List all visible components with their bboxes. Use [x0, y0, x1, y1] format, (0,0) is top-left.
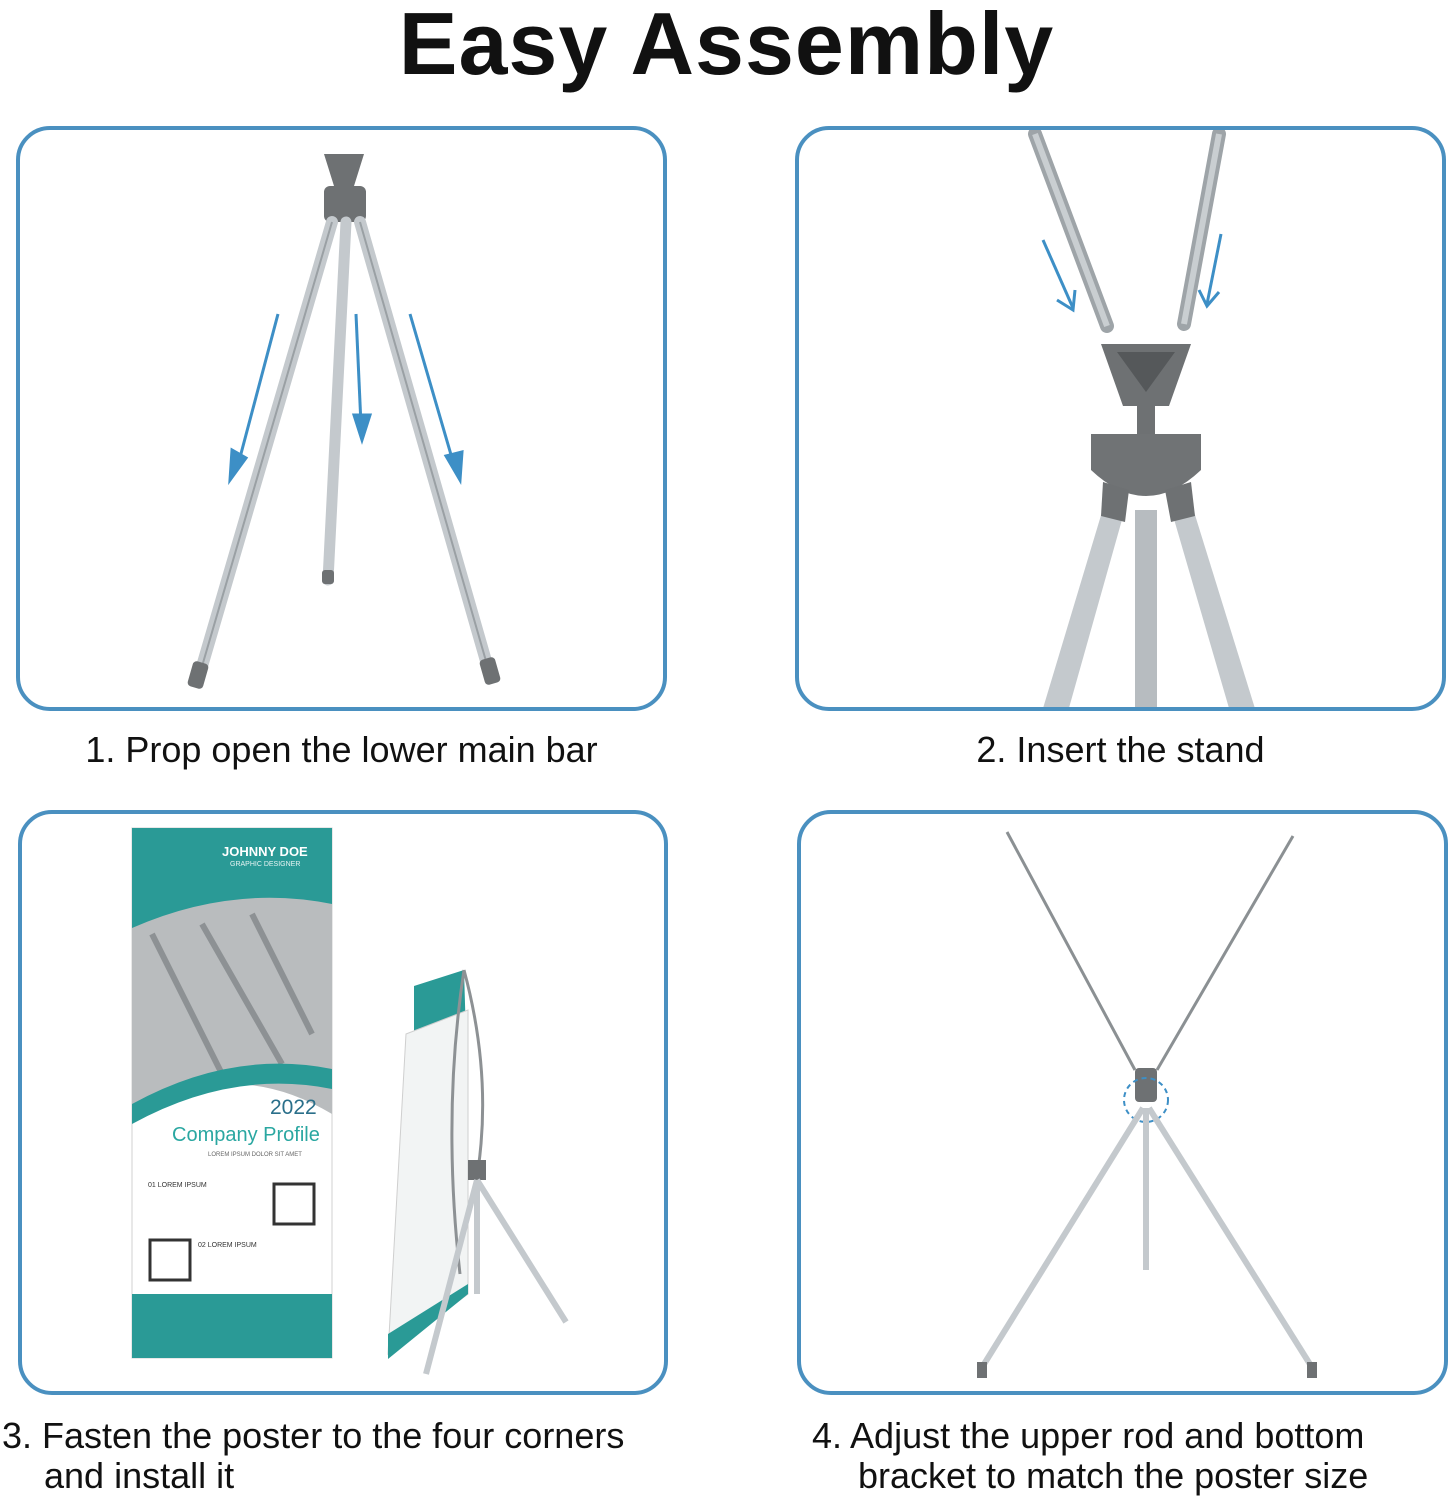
step-1-caption: 1. Prop open the lower main bar — [85, 729, 598, 770]
stand-insert-illustration — [799, 130, 1446, 711]
poster-install-illustration — [22, 814, 668, 1395]
poster-name: JOHNNY DOE — [222, 844, 308, 859]
poster-role: GRAPHIC DESIGNER — [230, 861, 301, 868]
poster-tagline: LOREM IPSUM DOLOR SIT AMET — [208, 1152, 302, 1158]
step-1-panel — [16, 126, 667, 711]
step-2-caption: 2. Insert the stand — [976, 729, 1265, 770]
step-3-caption-line-1: 3. Fasten the poster to the four corners — [2, 1415, 625, 1456]
step-3-panel — [18, 810, 668, 1395]
poster-heading: Company Profile — [172, 1124, 320, 1146]
step-2-panel — [795, 126, 1446, 711]
poster-item-2: 02 LOREM IPSUM — [198, 1242, 257, 1249]
poster-year: 2022 — [270, 1096, 317, 1119]
tripod-legs-illustration — [20, 130, 667, 711]
page-title: Easy Assembly — [398, 0, 1055, 93]
step-4-caption-line-1: 4. Adjust the upper rod and bottom — [812, 1415, 1365, 1456]
step-4-panel — [797, 810, 1448, 1395]
step-3-caption-line-2: and install it — [44, 1455, 235, 1496]
step-4-caption-line-2: bracket to match the poster size — [858, 1455, 1369, 1496]
poster-item-1: 01 LOREM IPSUM — [148, 1182, 207, 1189]
x-stand-illustration — [801, 814, 1448, 1395]
